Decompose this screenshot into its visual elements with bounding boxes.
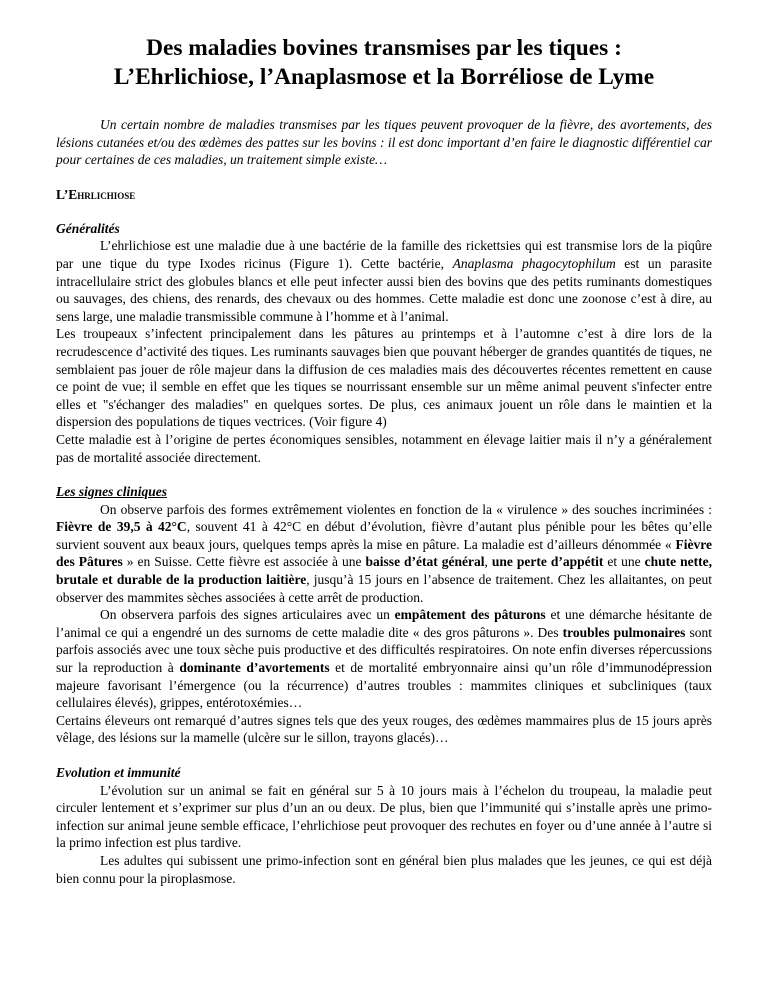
document-title — [56, 34, 712, 92]
text-run: L’ehrlichiose est une maladie due à une bactérie de la famille des rickettsies qui est transmise lors de la piqûre par une tique du type Ixodes ricinus (Figure 1). Cette bactérie, — [56, 238, 712, 271]
bold-run: Fièvre des Pâtures — [56, 536, 712, 570]
subheading-generalites-text: Généralités — [56, 220, 120, 236]
section-heading-ehrlichiose: L’Ehrlichiose — [56, 186, 136, 202]
bold-run: baisse d’état général — [365, 554, 485, 570]
intro-paragraph: Un certain nombre de maladies transmises par les tiques peuvent provoquer de la fièvre, des avortements, des lésions cutanées et/ou des œdèmes des pattes sur les bovins : il est donc important d’en faire le diagnostic différentiel car pour certaines de ces maladies, un traitement simple existe… — [56, 117, 712, 168]
signes-paragraph-2 — [56, 606, 712, 712]
bold-run: Fièvre de 39,5 à 42°C — [56, 519, 187, 535]
subheading-evolution-text: Evolution et immunité — [56, 765, 181, 780]
text-run: , souvent 41 à 42°C en début d’évolution, fièvre d’autant plus pénible pour les bêtes qu’elle survient souvent aux beaux jours, quelques temps après la mise en pâture. La maladie est d’ailleurs dénommée « — [56, 519, 712, 552]
text-run: et une — [603, 554, 645, 570]
generalites-paragraph-2: Les troupeaux s’infectent principalement dans les pâtures au printemps et à l’automne c’est à dire lors de la recrudescence d’activité des tiques. Les ruminants sauvages bien que pouvant héberger de grandes quantités de tiques, ne semblaient pas jouer de rôle majeur dans la diffusion de ces maladies mais des découvertes récentes remettent en cause ce point de vue; il semble en effet que les tiques se nourrissant ensemble sur un même animal peuvent s'infecter entre elles et "s'échanger des maladies" en quelques sortes. De plus, ces animaux jouent un rôle dans le maintien et la dispersion des populations de tiques vectrices. (Voir figure 4) — [56, 326, 712, 430]
subheading-generalites — [56, 220, 712, 238]
evolution-paragraph-2: Les adultes qui subissent une primo-infection sont en général bien plus malades que les jeunes, ce qui est déjà bien connu pour la piroplasmose. — [56, 852, 712, 886]
evolution-paragraph-1: L’évolution sur un animal se fait en général sur 5 à 10 jours mais à l’échelon du troupeau, la maladie peut circuler lentement et s’exprimer sur plus d’un an ou deux. De plus, bien que l’immunité qui s’installe après une primo-infection sur animal jeune semble efficace, l’ehrlichiose peut provoquer des rechutes en foyer ou d’une année à l’autre si la primo infection est plus tardive. — [56, 782, 712, 851]
signes-paragraph-3: Certains éleveurs ont remarqué d’autres signes tels que des yeux rouges, des œdèmes mammaires plus de 15 jours après vêlage, des lésions sur la mamelle (ulcère sur le sillon, trayons glacés)… — [56, 712, 712, 746]
subheading-evolution-immunite — [56, 764, 712, 782]
generalites-paragraph-3: Cette maladie est à l’origine de pertes économiques sensibles, notamment en élevage laitier mais il n’y a généralement pas de mortalité associée directement. — [56, 431, 712, 465]
text-run: On observera parfois des signes articulaires avec un — [100, 607, 395, 623]
bold-run: chute nette, brutale et durable de la production laitière — [56, 554, 712, 588]
text-run: et une démarche hésitante de l’animal ce qui a engendré un des surnoms de cette maladie dite « des gros pâturons ». Des — [56, 607, 712, 640]
title-line-1: Des maladies bovines transmises par les tiques : — [146, 35, 622, 61]
text-run: , — [484, 554, 492, 570]
subheading-signes-cliniques — [56, 483, 712, 501]
subheading-signes-text: Les signes cliniques — [56, 484, 168, 500]
species-name: Anaplasma phagocytophilum — [452, 255, 616, 271]
text-run: sont parfois associés avec une toux sèche puis productive et des difficultés respiratoires. On note enfin diverses répercussions sur la reproduction à — [56, 624, 712, 676]
bold-run: dominante d’avortements — [179, 660, 330, 676]
text-run: , jusqu’à 15 jours en l’absence de traitement. Chez les allaitantes, on peut observer des mammites sèches associées à cette arrêt de production. — [56, 572, 712, 605]
text-run: On observe parfois des formes extrêmement violentes en fonction de la « virulence » des souches incriminées : — [100, 501, 712, 517]
title-line-2: L’Ehrlichiose, l’Anaplasmose et la Borréliose de Lyme — [113, 64, 655, 90]
signes-paragraph-1 — [56, 501, 712, 607]
bold-run: une perte d’appétit — [491, 554, 604, 570]
generalites-paragraph-1 — [56, 237, 712, 325]
bold-run: empâtement des pâturons — [394, 607, 546, 623]
text-run: est un parasite intracellulaire strict des globules blancs et elle peut infecter aussi bien des bovins que des petits ruminants domestiques ou sauvages, des chiens, des renards, des chevaux ou des hommes. Cette maladie est donc une zoonose c’est à dire, au sens large, une maladie transmissible commune à l’homme et à l’animal. — [56, 255, 712, 324]
text-run: » en Suisse. Cette fièvre est associée à une — [122, 554, 366, 570]
bold-run: troubles pulmonaires — [562, 624, 686, 640]
text-run: et de mortalité embryonnaire ainsi qu’un rôle d’immunodépression majeure favorisant l’émergence (ou la récurrence) d’autres troubles : mammites cliniques et subcliniques (taux cellulaires élevés), grippes, entérotoxémies… — [56, 660, 712, 711]
